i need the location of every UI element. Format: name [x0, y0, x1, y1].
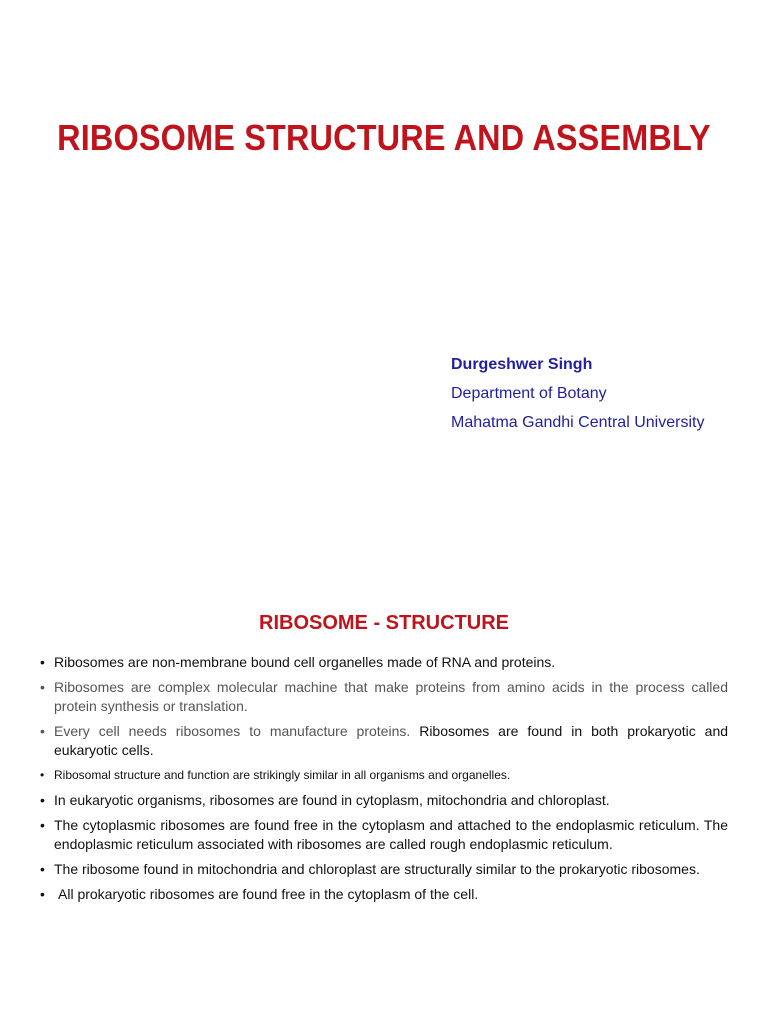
author-block	[451, 350, 704, 437]
list-item: • In eukaryotic organisms, ribosomes are found in cytoplasm, mitochondria and chloroplast.	[40, 791, 728, 810]
list-item: • All prokaryotic ribosomes are found free in the cytoplasm of the cell.	[40, 885, 728, 904]
content-slide	[0, 512, 768, 1024]
list-item: • The ribosome found in mitochondria and chloroplast are structurally similar to the prokaryotic ribosomes.	[40, 860, 728, 879]
list-item: • Ribosomal structure and function are strikingly similar in all organisms and organelles.	[40, 766, 728, 785]
author-university: Mahatma Gandhi Central University	[451, 414, 705, 431]
list-item: • Ribosomes are non-membrane bound cell organelles made of RNA and proteins.	[40, 653, 728, 672]
list-item: • The cytoplasmic ribosomes are found free in the cytoplasm and attached to the endoplasmic reticulum. The endoplasmic reticulum associated with ribosomes are called rough endoplasmic reticulum.	[40, 816, 728, 854]
presentation-title: RIBOSOME STRUCTURE AND ASSEMBLY	[57, 117, 711, 158]
author-name: Durgeshwer Singh	[451, 356, 593, 373]
list-item: • Every cell needs ribosomes to manufacture proteins. Ribosomes are found in both prokaryotic and eukaryotic cells.	[40, 722, 728, 760]
author-department: Department of Botany	[451, 385, 607, 402]
section-heading: RIBOSOME - STRUCTURE	[259, 612, 509, 634]
list-item: • Ribosomes are complex molecular machine that make proteins from amino acids in the process called protein synthesis or translation.	[40, 678, 728, 716]
bullet-list	[40, 653, 728, 910]
